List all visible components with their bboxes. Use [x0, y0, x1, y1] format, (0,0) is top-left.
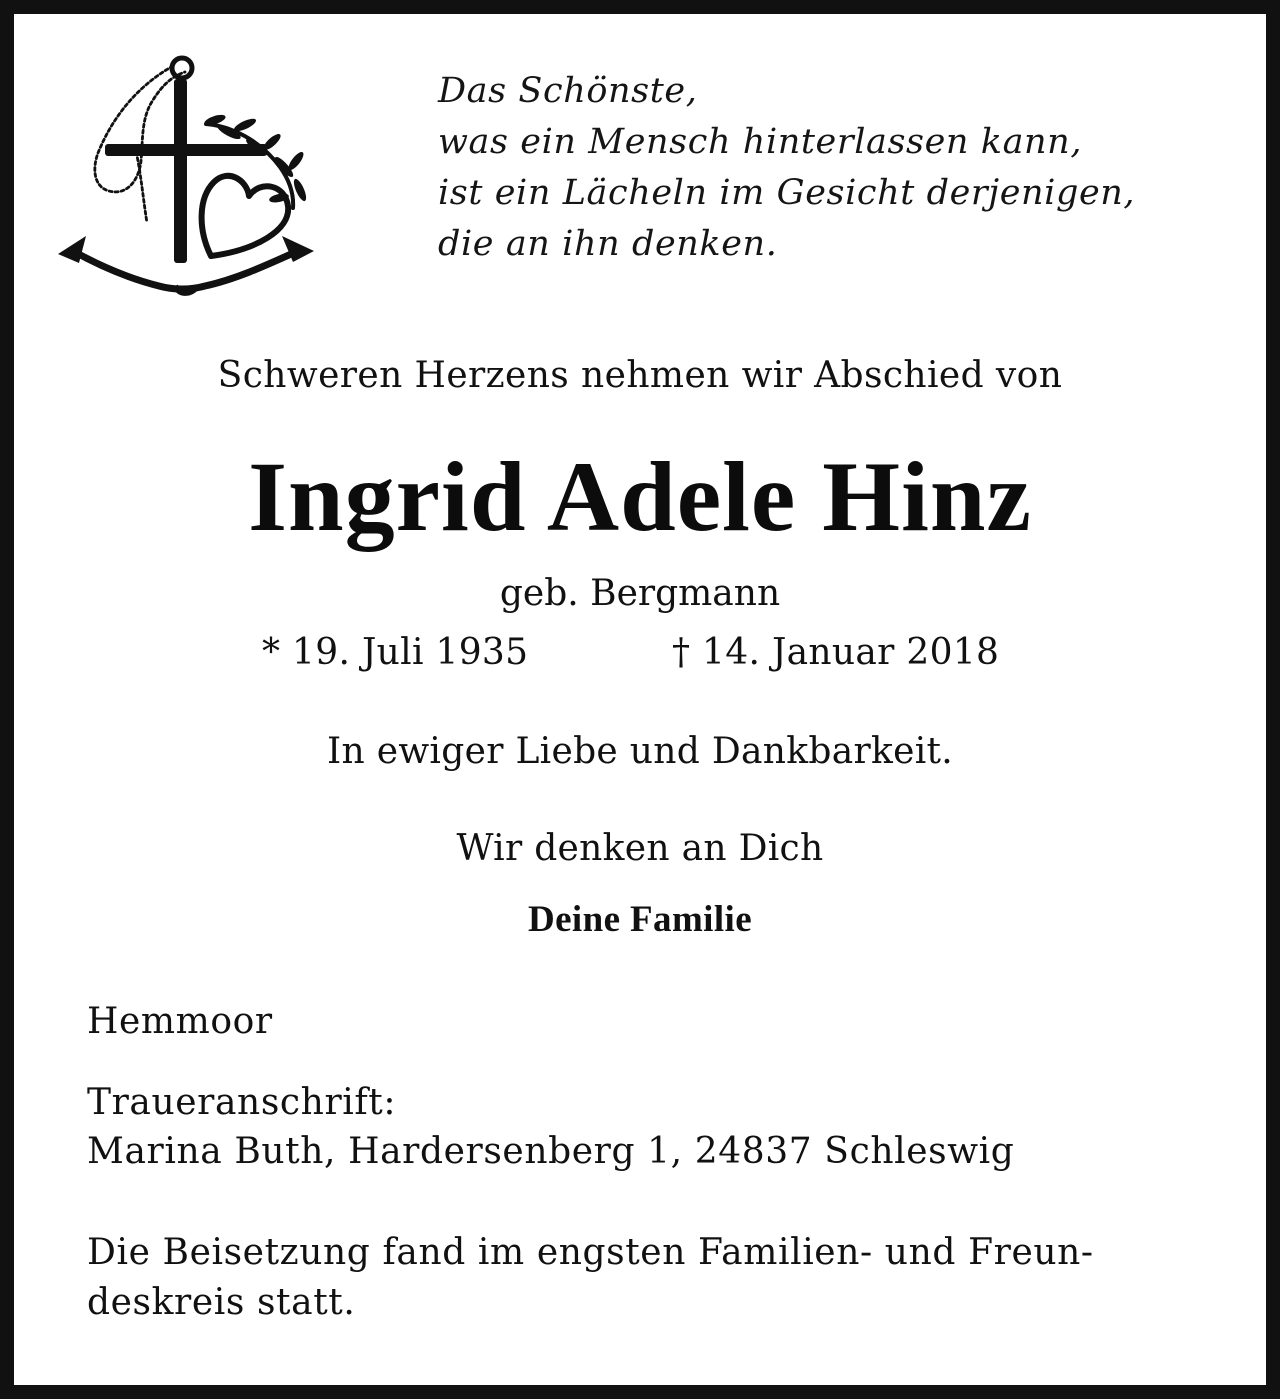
place-name: Hemmoor — [87, 1001, 273, 1042]
death-date: † 14. Januar 2018 — [672, 632, 1000, 673]
quote-line-3: ist ein Lächeln im Gesicht derjenigen, — [438, 173, 1136, 213]
memorial-quote — [438, 66, 1228, 270]
quote-line-2: was ein Mensch hinterlassen kann, — [438, 122, 1083, 162]
maiden-name: geb. Bergmann — [499, 573, 781, 614]
deceased-name: Ingrid Adele Hinz — [248, 441, 1032, 552]
burial-line-1: Die Beisetzung fand im engsten Familien- und Freun- — [87, 1232, 1094, 1273]
burial-notice — [87, 1228, 1197, 1328]
quote-line-4: die an ihn denken. — [438, 224, 778, 264]
birth-date: * 19. Juli 1935 — [262, 632, 529, 673]
burial-line-2: deskreis statt. — [87, 1282, 356, 1323]
anchor-cross-heart-icon — [55, 48, 320, 303]
family-signature: Deine Familie — [527, 899, 753, 940]
love-gratitude-line: In ewiger Liebe und Dankbarkeit. — [326, 731, 954, 772]
mourning-address-label: Traueranschrift: — [87, 1082, 397, 1123]
quote-line-1: Das Schönste, — [438, 71, 698, 111]
remembrance-line: Wir denken an Dich — [456, 828, 824, 869]
mourning-address: Marina Buth, Hardersenberg 1, 24837 Schleswig — [87, 1131, 1015, 1172]
farewell-intro: Schweren Herzens nehmen wir Abschied von — [217, 355, 1063, 396]
